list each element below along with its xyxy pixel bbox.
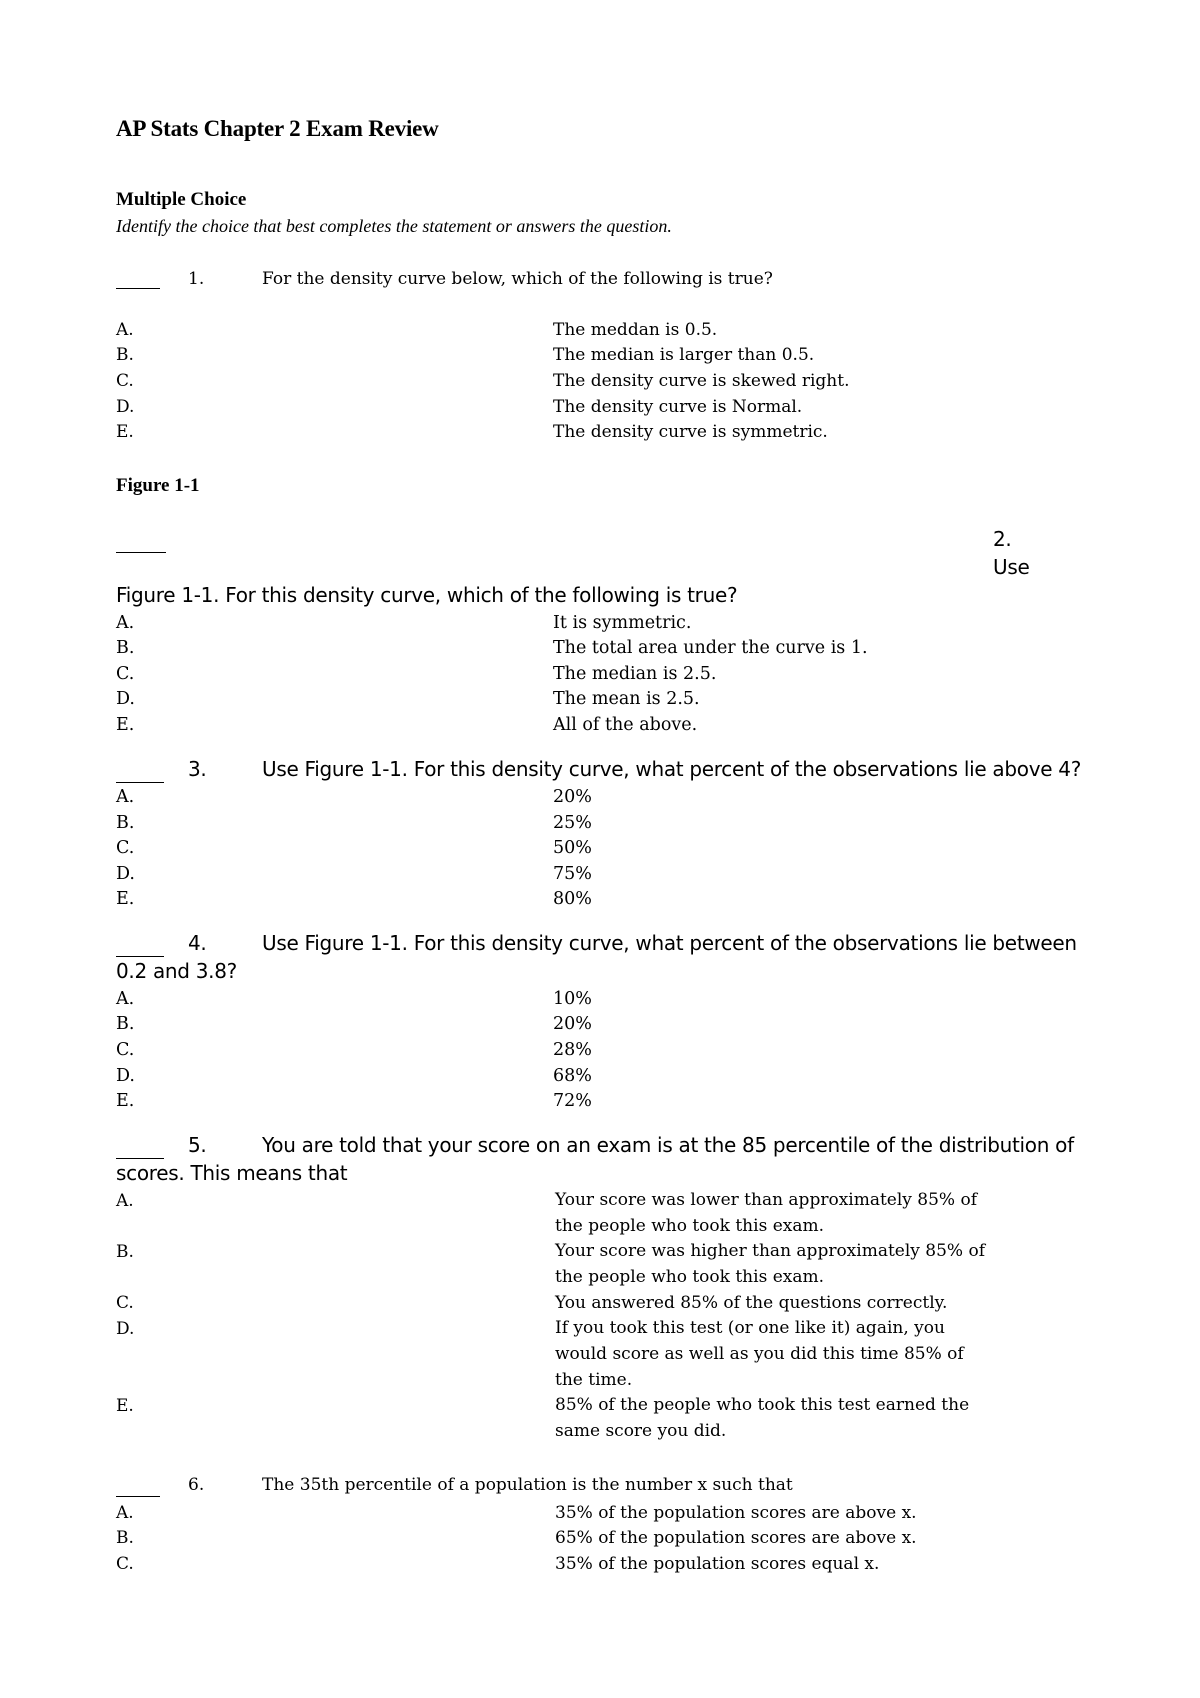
answer-blank[interactable] bbox=[116, 1140, 164, 1159]
option-letter: B. bbox=[116, 1014, 135, 1034]
option-letter: D. bbox=[116, 397, 135, 417]
option-text: All of the above. bbox=[553, 715, 698, 735]
page-title: AP Stats Chapter 2 Exam Review bbox=[116, 116, 439, 141]
option-text: 20% bbox=[553, 787, 592, 807]
option-text: 28% bbox=[553, 1040, 592, 1060]
option-text: 10% bbox=[553, 989, 592, 1009]
option-text: 20% bbox=[553, 1014, 592, 1034]
option-text: 75% bbox=[553, 864, 592, 884]
answer-blank[interactable] bbox=[116, 938, 164, 957]
option-text: The density curve is Normal. bbox=[553, 397, 803, 417]
answer-blank[interactable] bbox=[116, 1478, 160, 1497]
answer-blank[interactable] bbox=[116, 764, 164, 783]
question-number: 1. bbox=[188, 269, 205, 289]
option-letter: E. bbox=[116, 889, 135, 909]
option-text: The mean is 2.5. bbox=[553, 689, 700, 709]
option-letter: D. bbox=[116, 1066, 135, 1086]
question-number: 5. bbox=[188, 1133, 207, 1157]
question-text-cont: scores. This means that bbox=[116, 1161, 348, 1185]
option-letter: C. bbox=[116, 1040, 135, 1060]
option-text: 25% bbox=[553, 813, 592, 833]
option-text: Your score was higher than approximately 85% of the people who took this exam. bbox=[555, 1241, 986, 1287]
figure-label: Figure 1-1 bbox=[116, 475, 200, 496]
question-text-cont: 0.2 and 3.8? bbox=[116, 959, 237, 983]
option-letter: A. bbox=[116, 787, 135, 807]
option-letter: D. bbox=[116, 1319, 135, 1339]
option-text: 35% of the population scores are above x. bbox=[555, 1503, 917, 1523]
section-instructions: Identify the choice that best completes the statement or answers the question. bbox=[116, 216, 672, 236]
question-number: 3. bbox=[188, 757, 207, 781]
question-text: For the density curve below, which of the following is true? bbox=[262, 269, 773, 289]
option-text: The median is 2.5. bbox=[553, 664, 717, 684]
option-letter: E. bbox=[116, 1396, 134, 1416]
option-text: The density curve is skewed right. bbox=[553, 371, 850, 391]
option-letter: B. bbox=[116, 1528, 134, 1548]
question-text-lead: Use bbox=[993, 555, 1030, 579]
option-letter: A. bbox=[116, 1503, 134, 1523]
option-letter: A. bbox=[116, 320, 134, 340]
option-letter: A. bbox=[116, 613, 135, 633]
option-text: Your score was lower than approximately 85% of the people who took this exam. bbox=[555, 1190, 978, 1236]
option-letter: E. bbox=[116, 422, 134, 442]
option-letter: C. bbox=[116, 1554, 134, 1574]
option-text: The median is larger than 0.5. bbox=[553, 345, 815, 365]
option-letter: A. bbox=[116, 989, 135, 1009]
option-text: 68% bbox=[553, 1066, 592, 1086]
question-text: Use Figure 1-1. For this density curve, what percent of the observations lie between bbox=[262, 931, 1077, 955]
option-letter: C. bbox=[116, 664, 135, 684]
option-letter: C. bbox=[116, 1293, 134, 1313]
option-text: You answered 85% of the questions correctly. bbox=[555, 1293, 948, 1313]
option-text: 35% of the population scores equal x. bbox=[555, 1554, 880, 1574]
option-text: 85% of the people who took this test earned the same score you did. bbox=[555, 1395, 970, 1441]
option-text: 50% bbox=[553, 838, 592, 858]
section-heading: Multiple Choice bbox=[116, 189, 247, 210]
option-letter: D. bbox=[116, 689, 135, 709]
option-letter: D. bbox=[116, 864, 135, 884]
question-number: 2. bbox=[993, 527, 1012, 551]
option-letter: B. bbox=[116, 813, 135, 833]
question-number: 6. bbox=[188, 1475, 205, 1495]
option-letter: C. bbox=[116, 371, 134, 391]
option-text: The total area under the curve is 1. bbox=[553, 638, 868, 658]
option-letter: A. bbox=[116, 1191, 134, 1211]
option-text: 72% bbox=[553, 1091, 592, 1111]
option-text: It is symmetric. bbox=[553, 613, 692, 633]
question-text: You are told that your score on an exam is at the 85 percentile of the distribution of bbox=[262, 1133, 1074, 1157]
answer-blank[interactable] bbox=[116, 270, 160, 289]
answer-blank[interactable] bbox=[116, 534, 166, 553]
question-number: 4. bbox=[188, 931, 207, 955]
option-letter: B. bbox=[116, 638, 135, 658]
option-text: 80% bbox=[553, 889, 592, 909]
option-letter: C. bbox=[116, 838, 135, 858]
option-letter: E. bbox=[116, 1091, 135, 1111]
question-text: The 35th percentile of a population is the number x such that bbox=[262, 1475, 793, 1495]
option-text: The density curve is symmetric. bbox=[553, 422, 828, 442]
option-letter: B. bbox=[116, 345, 134, 365]
question-text: Figure 1-1. For this density curve, which of the following is true? bbox=[116, 583, 738, 607]
option-letter: E. bbox=[116, 715, 135, 735]
option-text: 65% of the population scores are above x. bbox=[555, 1528, 917, 1548]
option-text: If you took this test (or one like it) again, you would score as well as you did this time 85% of the time. bbox=[555, 1318, 964, 1390]
question-text: Use Figure 1-1. For this density curve, what percent of the observations lie above 4? bbox=[262, 757, 1082, 781]
option-letter: B. bbox=[116, 1242, 134, 1262]
option-text: The meddan is 0.5. bbox=[553, 320, 718, 340]
